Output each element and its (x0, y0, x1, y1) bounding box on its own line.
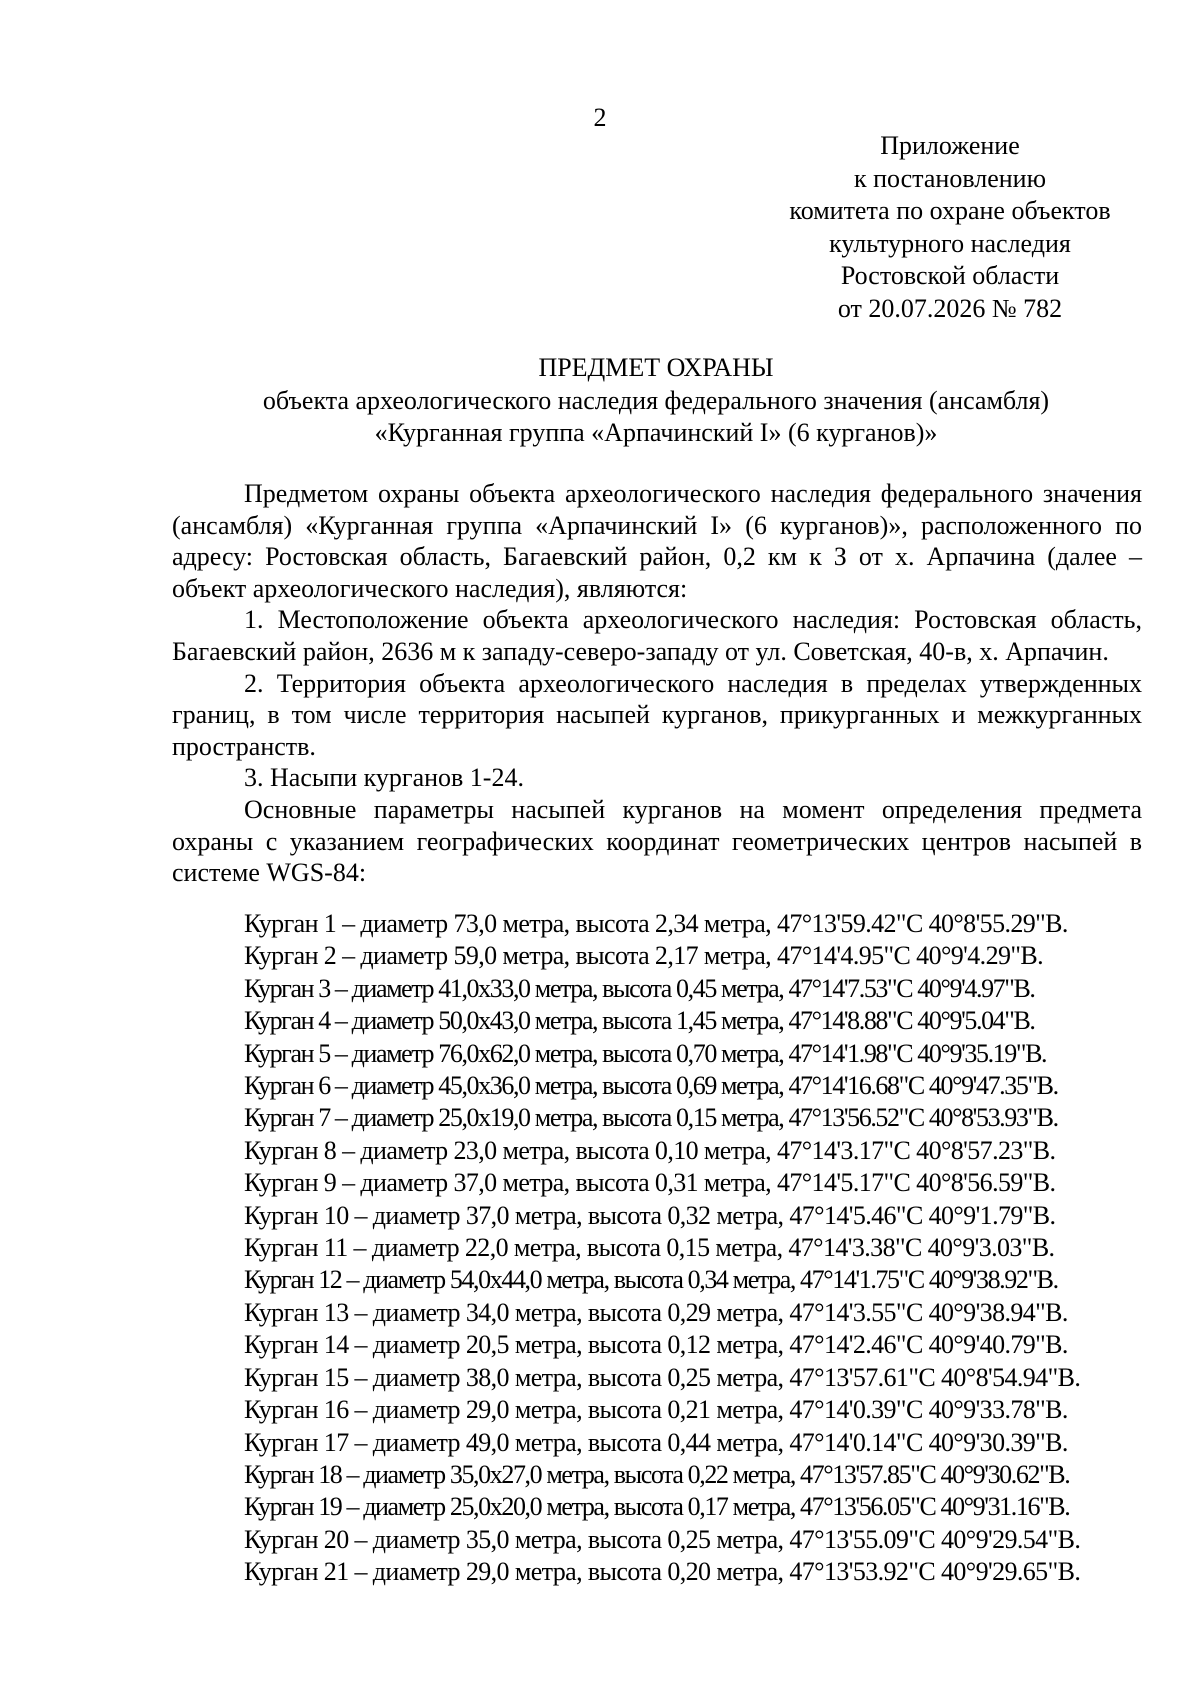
parameters-paragraph: Основные параметры насыпей курганов на момент определения предмета охраны с указанием географических координат геометрических центров насыпей в системе WGS-84: (172, 794, 1142, 888)
appendix-header (740, 130, 1160, 326)
title-object-name: «Курганная группа «Арпачинский I» (6 курганов)» (374, 418, 938, 448)
list-item: Курган 19 – диаметр 25,0х20,0 метра, высота 0,17 метра, 47°13'56.05"С 40°9'31.16"В. (244, 1492, 1070, 1522)
list-item: Курган 20 – диаметр 35,0 метра, высота 0,25 метра, 47°13'55.09"С 40°9'29.54"В. (244, 1524, 1081, 1554)
appendix-line: комитета по охране объектов (789, 196, 1111, 226)
item-2-territory: 2. Территория объекта археологического наследия в пределах утвержденных границ, в том числе территория насыпей курганов, прикурганных и межкурганных пространств. (172, 668, 1142, 761)
list-item: Курган 14 – диаметр 20,5 метра, высота 0,12 метра, 47°14'2.46"С 40°9'40.79"В. (244, 1330, 1068, 1360)
appendix-line: к постановлению (853, 163, 1047, 193)
appendix-line: от 20.07.2026 № 782 (837, 293, 1063, 323)
list-item: Курган 21 – диаметр 29,0 метра, высота 0,20 метра, 47°13'53.92"С 40°9'29.65"В. (244, 1557, 1081, 1587)
item-3-mounds: 3. Насыпи курганов 1-24. (244, 763, 524, 793)
intro-paragraph: Предметом охраны объекта археологического наследия федерального значения (ансамбля) «Курганная группа «Арпачинский I» (6 курганов)», расположенного по адресу: Ростовская область, Багаевский район, 0,2 км к З от х. Арпачина (далее – объект археологического наследия), являются: (172, 479, 1142, 603)
appendix-line: Приложение (880, 131, 1020, 160)
list-item: Курган 8 – диаметр 23,0 метра, высота 0,10 метра, 47°14'3.17"С 40°8'57.23"В. (244, 1135, 1056, 1165)
list-item: Курган 13 – диаметр 34,0 метра, высота 0,29 метра, 47°14'3.55"С 40°9'38.94"В. (244, 1297, 1068, 1327)
list-item: Курган 16 – диаметр 29,0 метра, высота 0,21 метра, 47°14'0.39"С 40°9'33.78"В. (244, 1395, 1068, 1425)
list-item: Курган 7 – диаметр 25,0х19,0 метра, высота 0,15 метра, 47°13'56.52"С 40°8'53.93"В. (244, 1103, 1058, 1133)
list-item: Курган 6 – диаметр 45,0х36,0 метра, высота 0,69 метра, 47°14'16.68"С 40°9'47.35"В. (244, 1071, 1058, 1101)
document-title (172, 352, 1140, 450)
mound-list (244, 908, 1144, 1589)
list-item: Курган 11 – диаметр 22,0 метра, высота 0,15 метра, 47°14'3.38"С 40°9'3.03"В. (244, 1233, 1055, 1263)
list-item: Курган 1 – диаметр 73,0 метра, высота 2,34 метра, 47°13'59.42"С 40°8'55.29"В. (244, 909, 1068, 938)
list-item: Курган 4 – диаметр 50,0х43,0 метра, высота 1,45 метра, 47°14'8.88"С 40°9'5.04"В. (244, 1006, 1035, 1036)
item-1-location: 1. Местоположение объекта археологического наследия: Ростовская область, Багаевский район, 2636 м к западу-северо-западу от ул. Советская, 40-в, х. Арпачин. (172, 605, 1142, 666)
appendix-line: Ростовской области (840, 261, 1060, 291)
list-item: Курган 15 – диаметр 38,0 метра, высота 0,25 метра, 47°13'57.61"С 40°8'54.94"В. (244, 1362, 1081, 1392)
list-item: Курган 5 – диаметр 76,0х62,0 метра, высота 0,70 метра, 47°14'1.98"С 40°9'35.19"В. (244, 1038, 1047, 1068)
list-item: Курган 9 – диаметр 37,0 метра, высота 0,31 метра, 47°14'5.17"С 40°8'56.59"В. (244, 1168, 1056, 1198)
list-item: Курган 12 – диаметр 54,0х44,0 метра, высота 0,34 метра, 47°14'1.75"С 40°9'38.92"В. (244, 1265, 1058, 1295)
page-number: 2 (593, 103, 607, 132)
title-heading: ПРЕДМЕТ ОХРАНЫ (538, 353, 774, 382)
title-subheading: объекта археологического наследия федерального значения (ансамбля) (262, 385, 1050, 415)
list-item: Курган 18 – диаметр 35,0х27,0 метра, высота 0,22 метра, 47°13'57.85"С 40°9'30.62"В. (244, 1459, 1070, 1489)
document-body (172, 478, 1142, 889)
list-item: Курган 10 – диаметр 37,0 метра, высота 0,32 метра, 47°14'5.46"С 40°9'1.79"В. (244, 1200, 1056, 1230)
list-item: Курган 2 – диаметр 59,0 метра, высота 2,17 метра, 47°14'4.95"С 40°9'4.29"В. (244, 941, 1044, 971)
list-item: Курган 3 – диаметр 41,0х33,0 метра, высота 0,45 метра, 47°14'7.53"С 40°9'4.97"В. (244, 973, 1035, 1003)
appendix-line: культурного наследия (829, 228, 1071, 258)
list-item: Курган 17 – диаметр 49,0 метра, высота 0,44 метра, 47°14'0.14"С 40°9'30.39"В. (244, 1427, 1068, 1457)
